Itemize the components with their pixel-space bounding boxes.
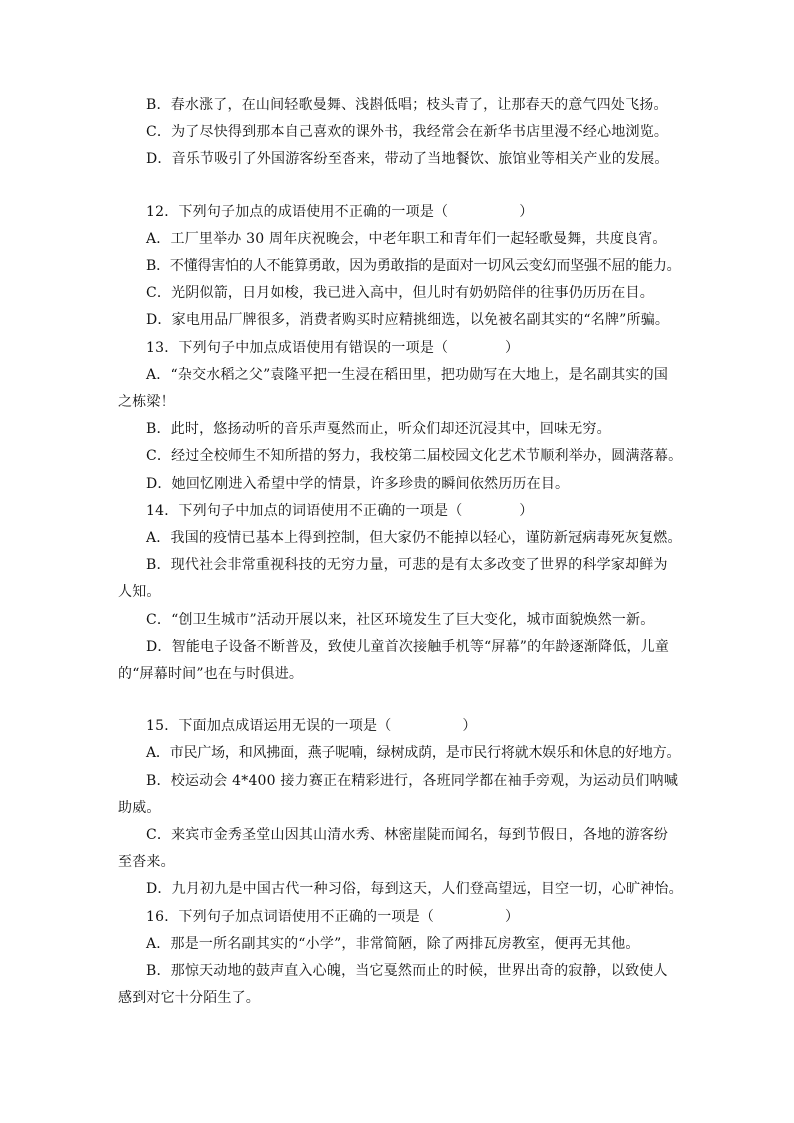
question-13-option-b: B．此时，悠扬动听的音乐声戛然而止，听众们却还沉浸其中，回味无穷。 bbox=[146, 421, 611, 438]
option-c-line: C．为了尽快得到那本自己喜欢的课外书，我经常会在新华书店里漫不经心地浏览。 bbox=[146, 124, 669, 141]
question-12-option-a: A．工厂里举办 30 周年庆祝晚会，中老年职工和青年们一起轻歌曼舞，共度良宵。 bbox=[146, 230, 667, 247]
question-15-option-a: A．市民广场，和风拂面，燕子呢喃，绿树成荫，是市民行将就木娱乐和休息的好地方。 bbox=[146, 745, 681, 762]
option-b-line: B．春水涨了，在山间轻歌曼舞、浅斟低唱；枝头青了，让那春天的意气四处飞扬。 bbox=[146, 97, 668, 113]
question-13-option-d: D．她回忆刚进入希望中学的情景，许多珍贵的瞬间依然历历在目。 bbox=[146, 475, 570, 492]
question-12: 12．下列句子加点的成语使用不正确的一项是（ ） bbox=[146, 203, 534, 220]
question-13: 13．下列句子中加点成语使用有错误的一项是（ ） bbox=[146, 339, 520, 356]
question-16-option-a: A．那是一所名副其实的“小学”，非常简陋，除了两排瓦房教室，便再无其他。 bbox=[146, 935, 640, 952]
question-15-option-d: D．九月初九是中国古代一种习俗，每到这天，人们登高望远，目空一切，心旷神怡。 bbox=[146, 881, 683, 898]
question-15-option-c: C．来宾市金秀圣堂山因其山清水秀、林密崖陡而闻名，每到节假日，各地的游客纷至沓来。 bbox=[118, 827, 669, 871]
document-body bbox=[118, 92, 683, 1013]
spacer bbox=[118, 688, 678, 713]
question-14-option-b: B．现代社会非常重视科技的无穷力量，可悲的是有太多改变了世界的科学家却鲜为人知。 bbox=[118, 557, 668, 601]
question-13-option-a: A．“杂交水稻之父”袁隆平把一生浸在稻田里，把功勋写在大地上，是名副其实的国之栋梁！ bbox=[118, 366, 669, 411]
question-12-option-d: D．家电用品厂牌很多，消费者购买时应精挑细选，以免被名副其实的“名牌”所骗。 bbox=[146, 312, 670, 329]
question-15: 15．下面加点成语运用无误的一项是（ ） bbox=[146, 718, 477, 735]
question-15-option-b: B．校运动会 4*400 接力赛正在精彩进行，各班同学都在袖手旁观，为运动员们呐喊助威。 bbox=[118, 772, 679, 816]
question-13-option-c: C．经过全校师生不知所措的努力，我校第二届校园文化艺术节顺利举办，圆满落幕。 bbox=[146, 448, 683, 465]
question-12-option-b: B．不懂得害怕的人不能算勇敢，因为勇敢指的是面对一切风云变幻而坚强不屈的能力。 bbox=[146, 258, 681, 275]
spacer bbox=[118, 174, 678, 199]
question-14-option-d: D．智能电子设备不断普及，致使儿童首次接触手机等“屏幕”的年龄逐渐降低，儿童的“屏幕时间”也在与时俱进。 bbox=[118, 638, 670, 683]
question-14: 14．下列句子中加点的词语使用不正确的一项是（ ） bbox=[146, 502, 534, 519]
question-16: 16．下列句子加点词语使用不正确的一项是（ ） bbox=[146, 908, 520, 925]
option-d-line: D．音乐节吸引了外国游客纷至沓来，带动了当地餐饮、旅馆业等相关产业的发展。 bbox=[146, 151, 669, 168]
question-16-option-b: B．那惊天动地的鼓声直入心魄，当它戛然而止的时候，世界出奇的寂静，以致使人感到对它十分陌生了。 bbox=[118, 963, 668, 1007]
question-14-option-a: A．我国的疫情已基本上得到控制，但大家仍不能掉以轻心，谨防新冠病毒死灰复燃。 bbox=[146, 530, 682, 547]
question-12-option-c: C．光阴似箭，日月如梭，我已进入高中，但儿时有奶奶陪伴的往事仍历历在目。 bbox=[146, 285, 654, 302]
question-14-option-c: C．“创卫生城市”活动开展以来，社区环境发生了巨大变化，城市面貌焕然一新。 bbox=[146, 611, 655, 628]
